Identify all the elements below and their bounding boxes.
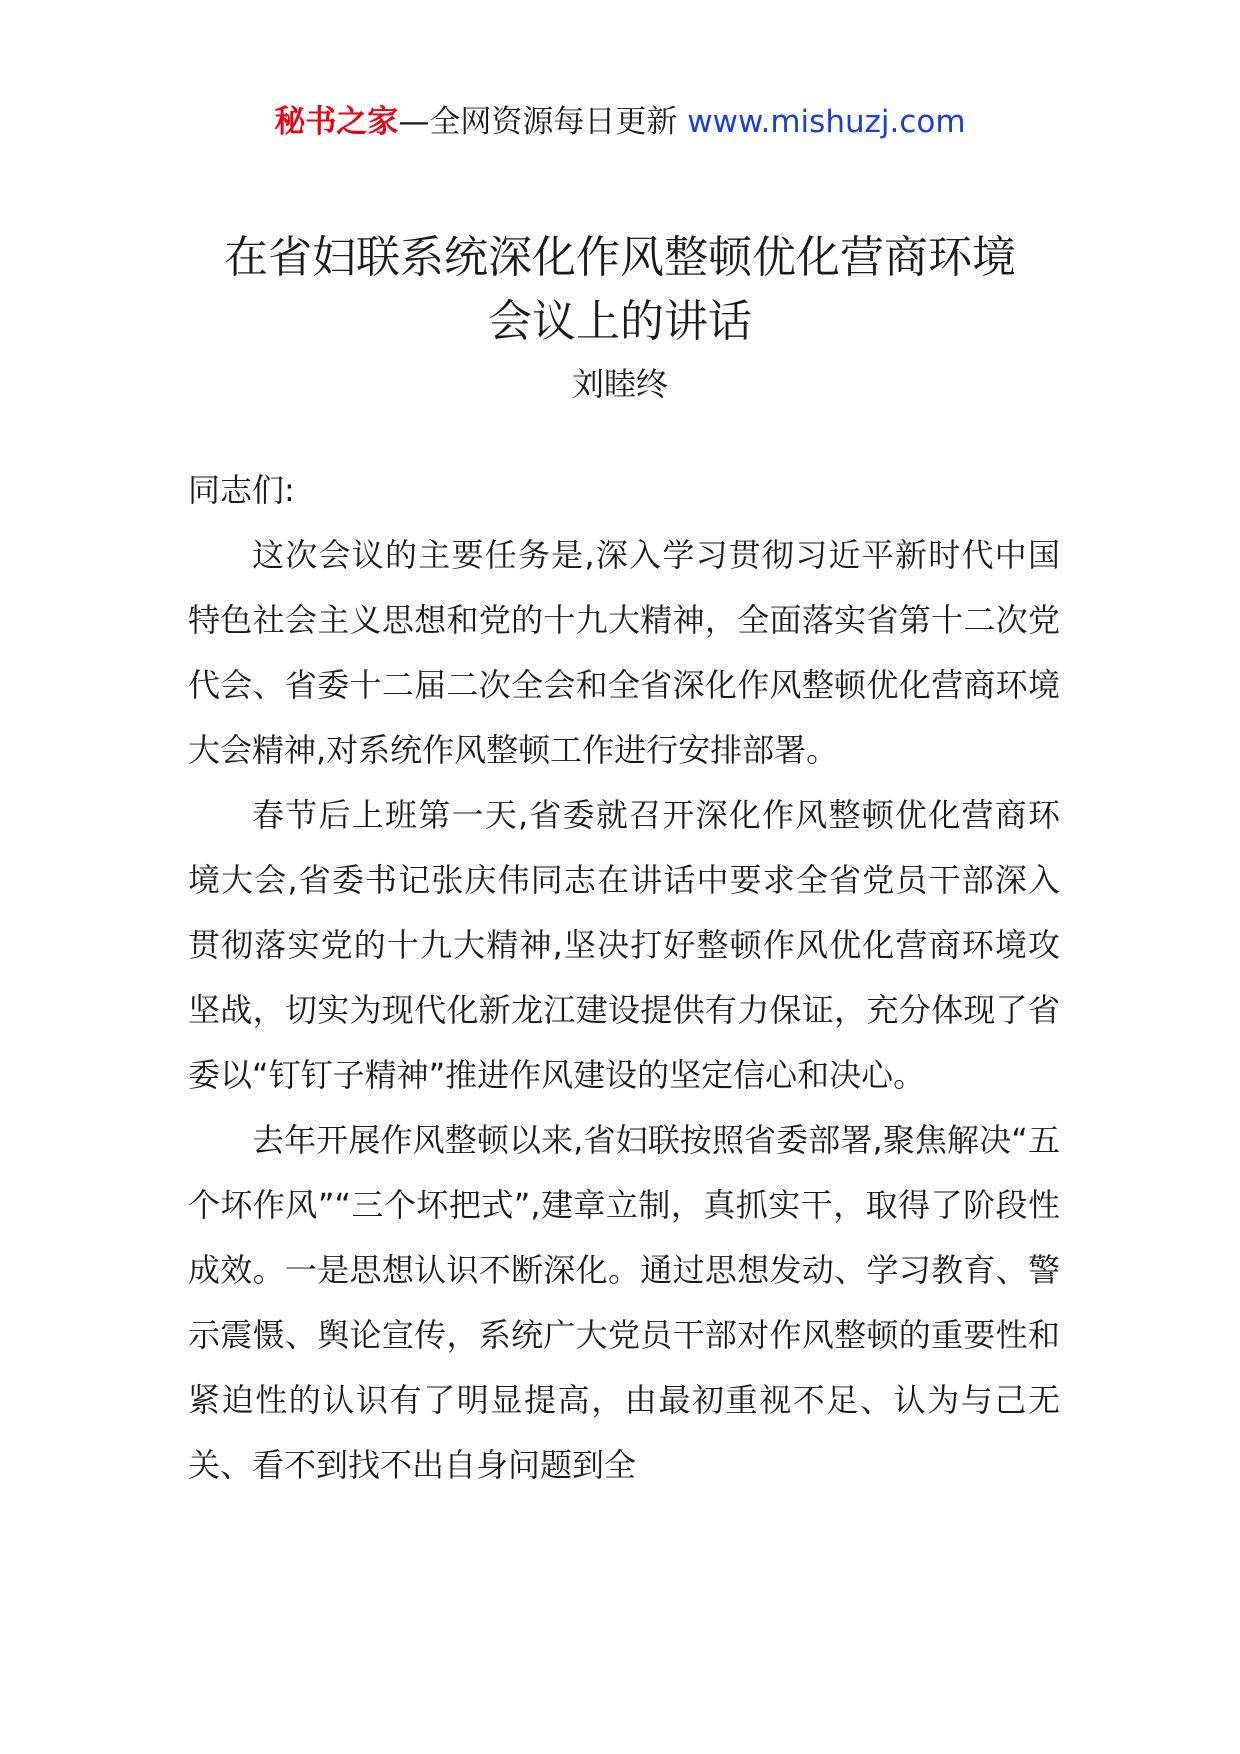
document-title — [0, 226, 1240, 354]
document-author: 刘睦终 — [571, 365, 668, 403]
paragraph-1: 这次会议的主要任务是,深入学习贯彻习近平新时代中国特色社会主义思想和党的十九大精神，全面落实省第十二次党代会、省委十二届二次全会和全省深化作风整顿优化营商环境大会精神,对系统作风整顿工作进行安排部署。 — [188, 536, 1060, 769]
site-brand: 秘书之家 — [274, 104, 399, 140]
site-header — [0, 100, 1240, 144]
site-slogan: —全网资源每日更新 — [398, 104, 678, 140]
title-line-1: 在省妇联系统深化作风整顿优化营商环境 — [224, 232, 1016, 283]
document-body — [188, 458, 1060, 1498]
paragraph-3: 去年开展作风整顿以来,省妇联按照省委部署,聚焦解决“五个坏作风”“三个坏把式”,建章立制，真抓实干，取得了阶段性成效。一是思想认识不断深化。通过思想发动、学习教育、警示震慑、舆论宣传，系统广大党员干部对作风整顿的重要性和紧迫性的认识有了明显提高，由最初重视不足、认为与己无关、看不到找不出自身问题到全 — [188, 1121, 1060, 1484]
salutation: 同志们: — [188, 471, 295, 509]
title-line-2: 会议上的讲话 — [488, 296, 752, 347]
paragraph-2: 春节后上班第一天,省委就召开深化作风整顿优化营商环境大会,省委书记张庆伟同志在讲话中要求全省党员干部深入贯彻落实党的十九大精神,坚决打好整顿作风优化营商环境攻坚战，切实为现代化新龙江建设提供有力保证，充分体现了省委以“钉钉子精神”推进作风建设的坚定信心和决心。 — [188, 796, 1060, 1094]
site-url-link[interactable]: www.mishuzj.com — [687, 104, 966, 140]
